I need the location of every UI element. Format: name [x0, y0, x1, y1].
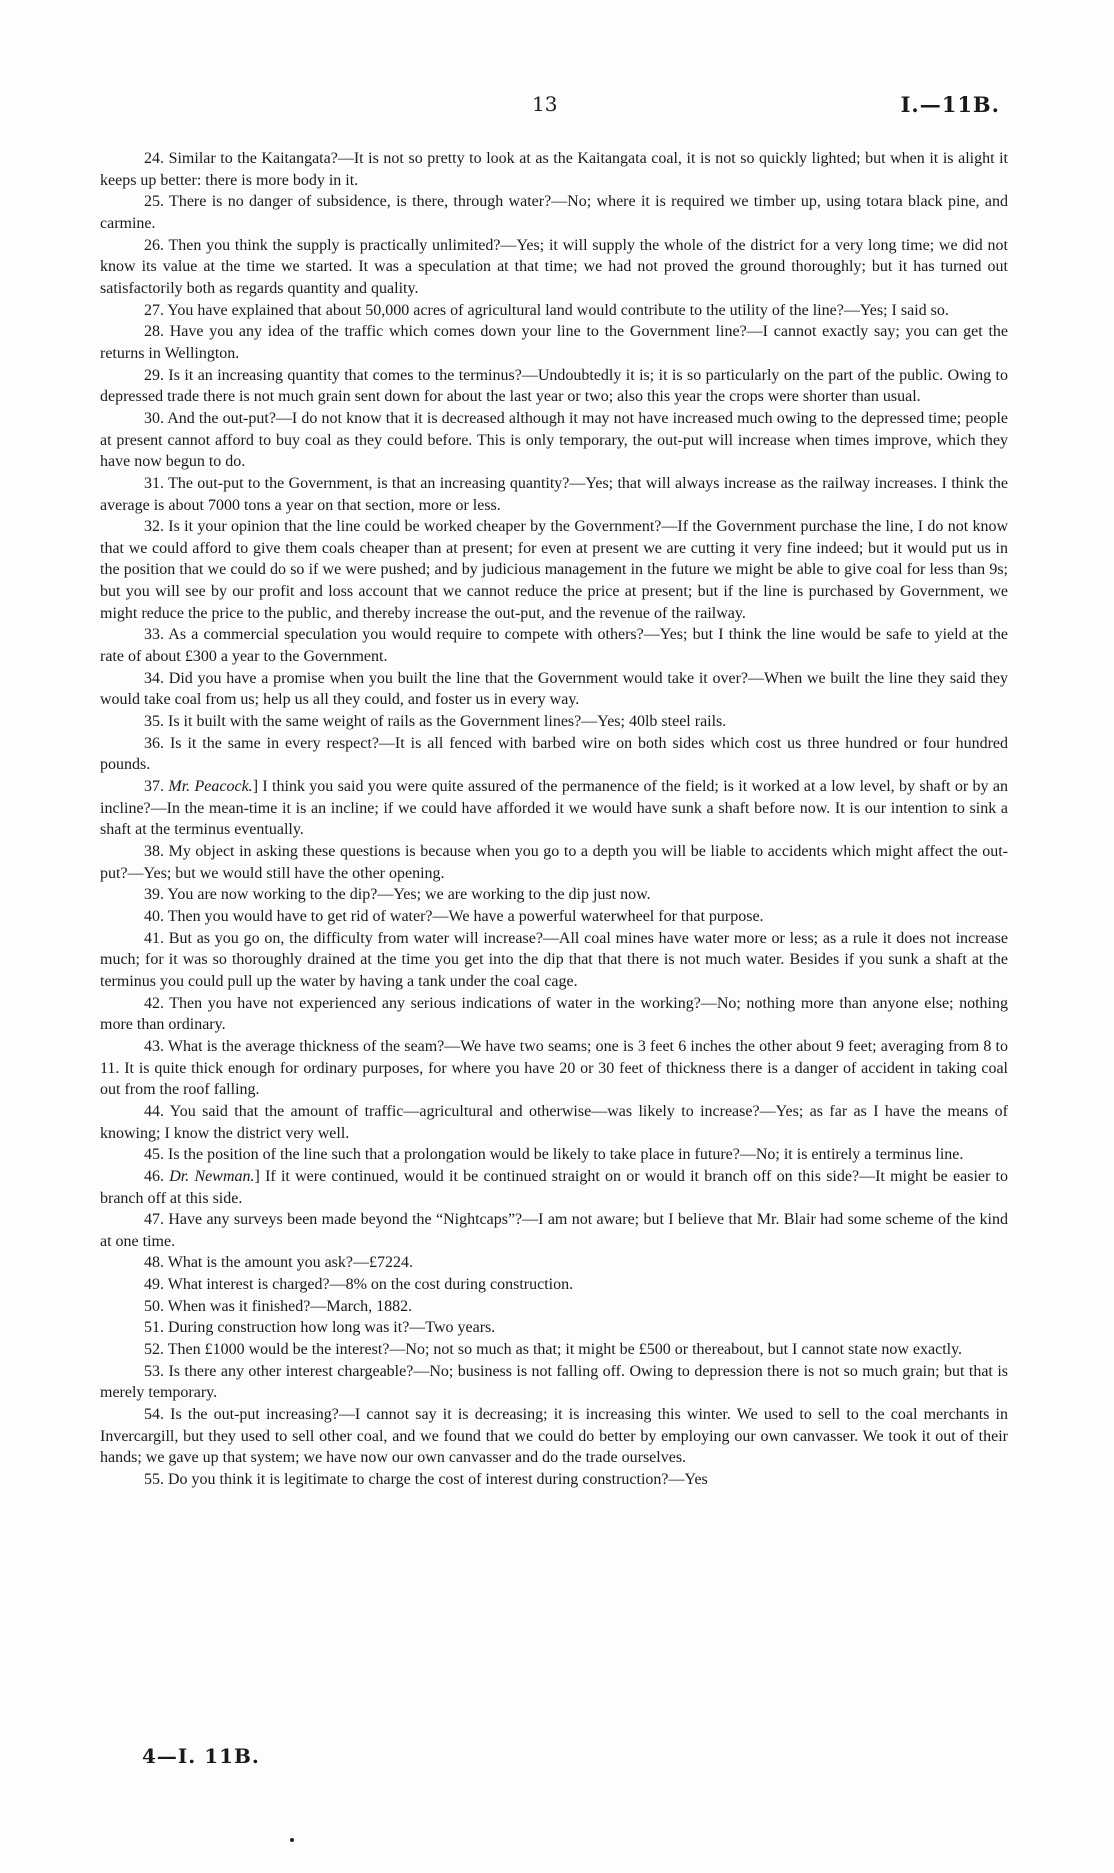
evidence-paragraph: 38. My object in asking these questions is because when you go to a depth you will be liable to accidents which might affect the out-put?—Yes; but we would still have the other opening. — [100, 843, 1008, 882]
evidence-paragraph — [100, 1166, 1008, 1209]
speaker-name: Mr. Peacock. — [168, 778, 253, 796]
minutes-of-evidence — [100, 148, 1008, 1491]
evidence-paragraph — [100, 776, 1008, 841]
evidence-paragraph: 48. What is the amount you ask?—£7224. — [144, 1254, 413, 1272]
paragraph-text: ] If it were continued, would it be continued straight on or would it branch off on this side?—It might be easier to branch off at this side. — [100, 1167, 1009, 1207]
evidence-paragraph: 47. Have any surveys been made beyond the “Nightcaps”?—I am not aware; but I believe that Mr. Blair had some scheme of the kind at one time. — [100, 1211, 1008, 1250]
evidence-paragraph: 29. Is it an increasing quantity that comes to the terminus?—Undoubtedly it is; it is so particularly on the part of the public. Owing to depressed trade there is not much grain sent down for about the last year or two; also this year the crops were shorter than usual. — [100, 366, 1008, 406]
evidence-paragraph: 55. Do you think it is legitimate to charge the cost of interest during construction?—Yes — [144, 1471, 708, 1489]
evidence-paragraph: 34. Did you have a promise when you built the line that the Government would take it over?—When we built the line they said they would take coal from us; help us all they could, and foster us in every way. — [100, 669, 1008, 709]
signature-mark: 4—I. 11B. — [142, 1744, 260, 1768]
evidence-paragraph: 53. Is there any other interest chargeable?—No; business is not falling off. Owing to depression there is not so much grain; but that is merely temporary. — [100, 1362, 1008, 1402]
evidence-paragraph: 41. But as you go on, the difficulty from water will increase?—All coal mines have water more or less; as a rule it does not increase much; for it was so thoroughly drained at the time you get into the dip that that there is not much water. Besides if you sunk a shaft at the terminus you could pull up the water by having a tank under the coal cage. — [100, 929, 1008, 990]
evidence-paragraph: 26. Then you think the supply is practically unlimited?—Yes; it will supply the whole of the district for a very long time; we did not know its value at the time we started. It was a speculation at that time; we had not proved the ground thoroughly; but it has turned out satisfactorily both as regards quantity and quality. — [100, 236, 1008, 297]
evidence-paragraph: 45. Is the position of the line such that a prolongation would be likely to take place in future?—No; it is entirely a terminus line. — [144, 1146, 964, 1164]
evidence-paragraph: 24. Similar to the Kaitangata?—It is not so pretty to look at as the Kaitangata coal, it is not so quickly lighted; but when it is alight it keeps up better: there is more body in it. — [100, 150, 1008, 189]
page-number: 13 — [532, 92, 558, 116]
evidence-paragraph: 31. The out-put to the Government, is that an increasing quantity?—Yes; that will always increase as the railway increases. I think the average is about 7000 tons a year on that section, more or less. — [100, 474, 1008, 514]
page-header — [0, 92, 1114, 122]
evidence-paragraph: 30. And the out-put?—I do not know that it is decreased although it may not have increased much owing to the depressed time; people at present cannot afford to buy coal as they could before. This is only temporary, the out-put will increase when times improve, which they have now begun to do. — [100, 409, 1008, 471]
evidence-paragraph: 33. As a commercial speculation you would require to compete with others?—Yes; but I think the line would be safe to yield at the rate of about £300 a year to the Government. — [100, 626, 1008, 666]
question-number: 46. — [144, 1167, 164, 1185]
evidence-paragraph: 52. Then £1000 would be the interest?—No; not so much as that; it might be £500 or thereabout, but I cannot state now exactly. — [144, 1341, 963, 1359]
evidence-paragraph: 25. There is no danger of subsidence, is there, through water?—No; where it is required we timber up, using totara black pine, and carmine. — [100, 193, 1008, 232]
speaker-name: Dr. Newman. — [169, 1167, 255, 1185]
evidence-paragraph: 51. During construction how long was it?—Two years. — [144, 1319, 496, 1337]
document-reference: I.—11B. — [900, 92, 1000, 117]
evidence-paragraph: 39. You are now working to the dip?—Yes; we are working to the dip just now. — [144, 886, 651, 904]
question-number: 37. — [144, 778, 164, 796]
evidence-paragraph: 54. Is the out-put increasing?—I cannot say it is decreasing; it is increasing this winter. We used to sell to the coal merchants in Invercargill, but they used to sell other coal, and we found that we could do better by employing our own canvasser. We took it out of their hands; we gave up that system; we have now our own canvasser and do the trade ourselves. — [100, 1406, 1008, 1467]
ink-speck — [290, 1838, 294, 1842]
evidence-paragraph: 44. You said that the amount of traffic—agricultural and otherwise—was likely to increase?—Yes; as far as I have the means of knowing; I know the district very well. — [100, 1102, 1008, 1142]
evidence-paragraph: 50. When was it finished?—March, 1882. — [144, 1297, 413, 1315]
evidence-paragraph: 27. You have explained that about 50,000 acres of agricultural land would contribute to the utility of the line?—Yes; I said so. — [144, 301, 949, 319]
evidence-paragraph: 36. Is it the same in every respect?—It is all fenced with barbed wire on both sides which cost us three hundred or four hundred pounds. — [100, 734, 1008, 774]
evidence-paragraph: 28. Have you any idea of the traffic which comes down your line to the Government line?—I cannot exactly say; you can get the returns in Wellington. — [100, 323, 1008, 362]
evidence-paragraph: 32. Is it your opinion that the line could be worked cheaper by the Government?—If the Government purchase the line, I do not know that we could afford to give them coals cheaper than at present; for even at present we are cutting it very fine indeed; but it would put us in the position that we could do so if we were pushed; and by judicious management in the future we might be able to give coal for less than 9s; but you will see by our profit and loss account that we cannot reduce the price at present; but if the line is purchased by Government, we might reduce the price to the public, and thereby increase the out-put, and the revenue of the railway. — [100, 518, 1008, 622]
evidence-paragraph: 35. Is it built with the same weight of rails as the Government lines?—Yes; 40lb steel rails. — [144, 713, 727, 731]
evidence-paragraph: 40. Then you would have to get rid of water?—We have a powerful waterwheel for that purpose. — [144, 907, 764, 925]
evidence-paragraph: 49. What interest is charged?—8% on the cost during construction. — [144, 1276, 574, 1294]
evidence-paragraph: 42. Then you have not experienced any serious indications of water in the working?—No; nothing more than anyone else; nothing more than ordinary. — [100, 994, 1008, 1034]
paragraph-text: ] I think you said you were quite assured of the permanence of the field; is it worked at a low level, by shaft or by an incline?—In the mean-time it is an incline; if we could have afforded it we would have sunk a shaft before now. It is our intention to sink a shaft at the terminus eventually. — [100, 778, 1009, 839]
evidence-paragraph: 43. What is the average thickness of the seam?—We have two seams; one is 3 feet 6 inches the other about 9 feet; averaging from 8 to 11. It is quite thick enough for ordinary purposes, for where you have 20 or 30 feet of thickness there is a danger of accident in taking coal out from the roof falling. — [100, 1037, 1008, 1099]
